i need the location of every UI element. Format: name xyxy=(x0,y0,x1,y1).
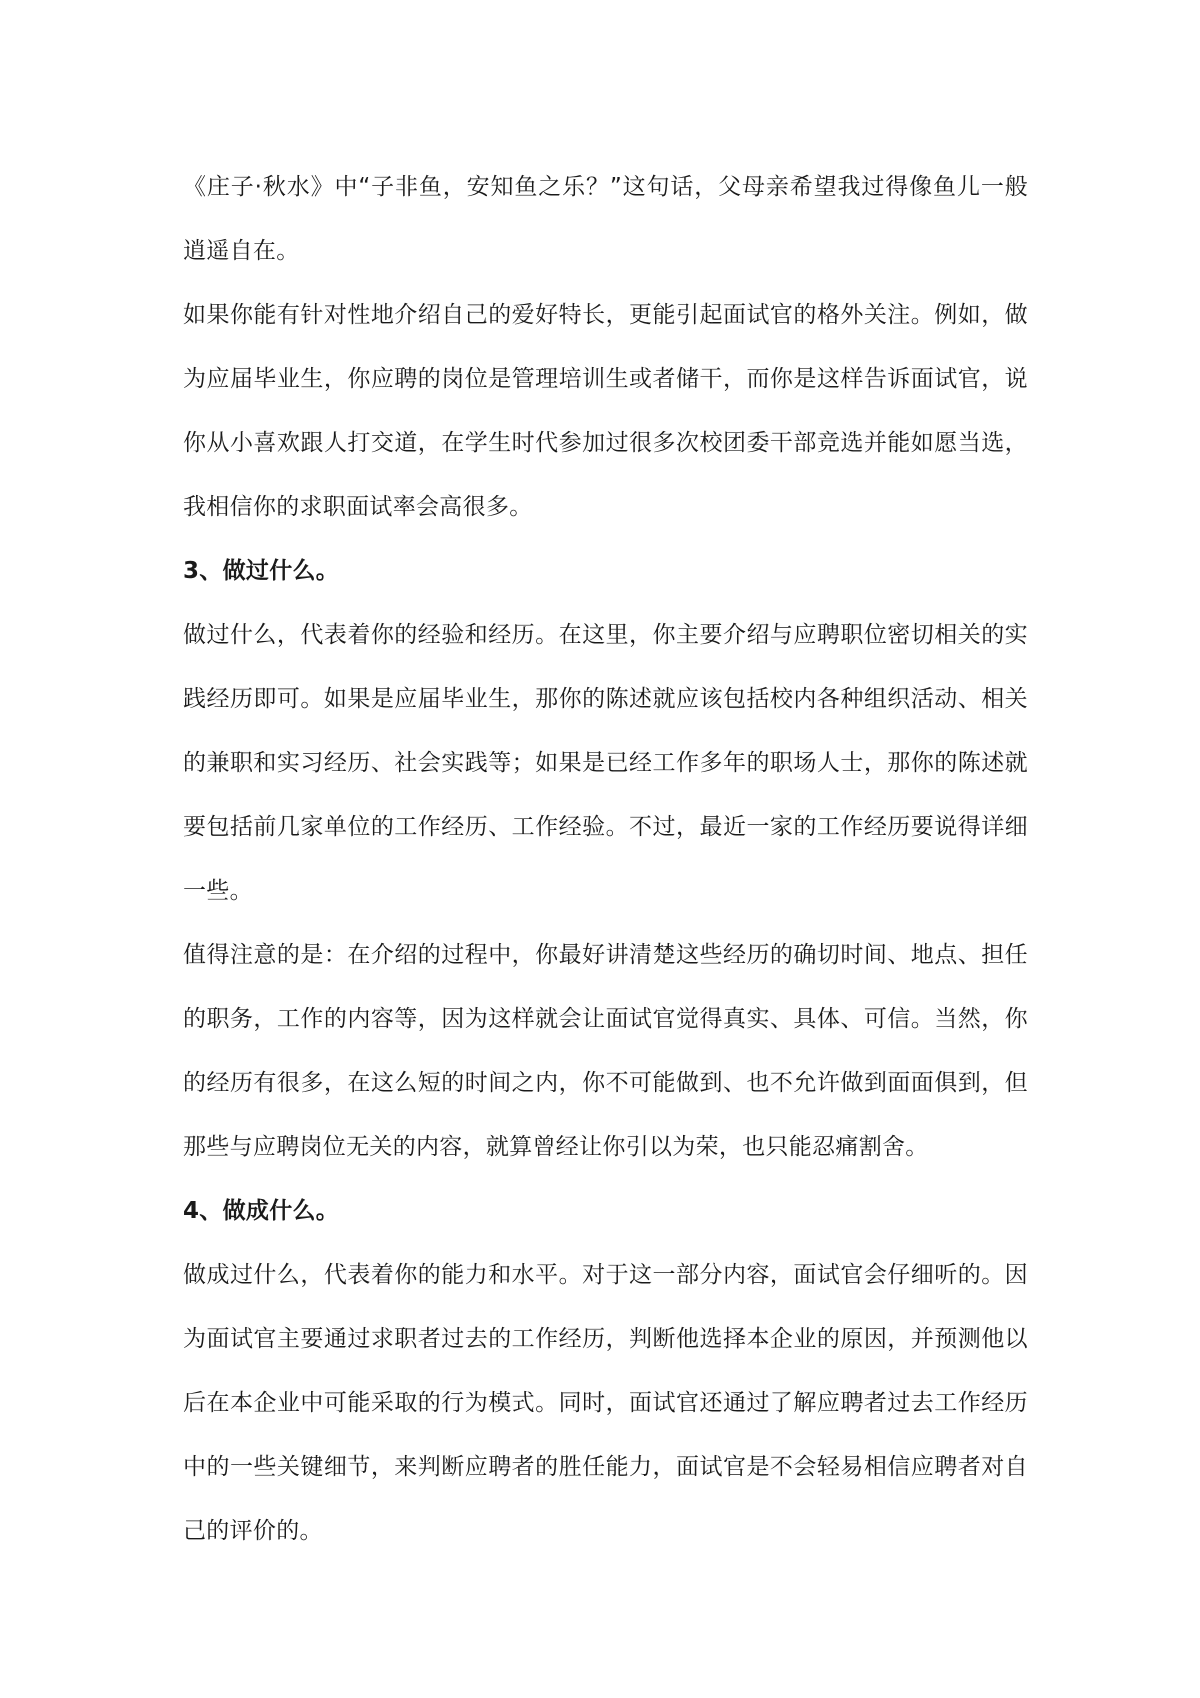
document-body xyxy=(183,155,1028,1563)
paragraph-attention: 值得注意的是：在介绍的过程中，你最好讲清楚这些经历的确切时间、地点、担任的职务，工作的内容等，因为这样就会让面试官觉得真实、具体、可信。当然，你的经历有很多，在这么短的时间之内，你不可能做到、也不允许做到面面俱到，但那些与应聘岗位无关的内容，就算曾经让你引以为荣，也只能忍痛割舍。 xyxy=(183,942,1028,1160)
paragraph-hobbies: 如果你能有针对性地介绍自己的爱好特长，更能引起面试官的格外关注。例如，做为应届毕业生，你应聘的岗位是管理培训生或者储干，而你是这样告诉面试官，说你从小喜欢跟人打交道，在学生时代参加过很多次校团委干部竞选并能如愿当选，我相信你的求职面试率会高很多。 xyxy=(183,302,1028,520)
paragraph-zhuangzi-quote: 《庄子·秋水》中“子非鱼，安知鱼之乐？”这句话，父母亲希望我过得像鱼儿一般逍遥自在。 xyxy=(183,174,1028,264)
paragraph-achievements: 做成过什么，代表着你的能力和水平。对于这一部分内容，面试官会仔细听的。因为面试官主要通过求职者过去的工作经历，判断他选择本企业的原因，并预测他以后在本企业中可能采取的行为模式。同时，面试官还通过了解应聘者过去工作经历中的一些关键细节，来判断应聘者的胜任能力，面试官是不会轻易相信应聘者对自己的评价的。 xyxy=(183,1262,1028,1544)
section-heading-what-done: 3、做过什么。 xyxy=(183,558,340,584)
section-heading-what-achieved: 4、做成什么。 xyxy=(183,1198,340,1224)
paragraph-experience: 做过什么，代表着你的经验和经历。在这里，你主要介绍与应聘职位密切相关的实践经历即可。如果是应届毕业生，那你的陈述就应该包括校内各种组织活动、相关的兼职和实习经历、社会实践等；如果是已经工作多年的职场人士，那你的陈述就要包括前几家单位的工作经历、工作经验。不过，最近一家的工作经历要说得详细一些。 xyxy=(183,622,1028,904)
